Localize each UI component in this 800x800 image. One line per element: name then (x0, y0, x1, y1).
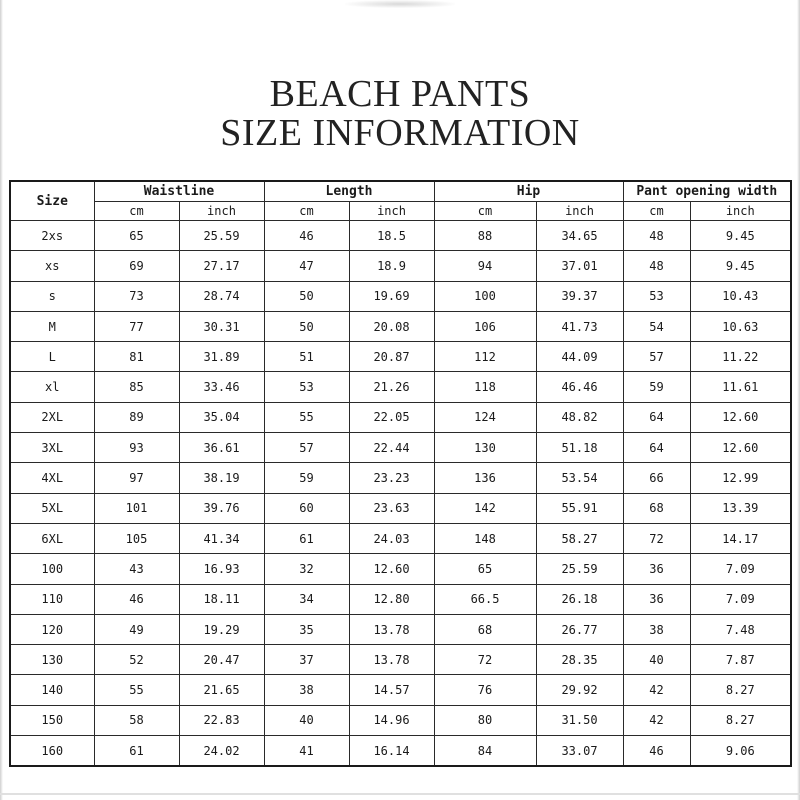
measurement-cell: 34 (264, 584, 349, 614)
measurement-cell: 38 (264, 675, 349, 705)
measurement-cell: 18.5 (349, 221, 434, 251)
measurement-cell: 16.14 (349, 736, 434, 767)
measurement-cell: 18.9 (349, 251, 434, 281)
size-cell: M (10, 311, 94, 341)
measurement-cell: 12.60 (690, 402, 791, 432)
measurement-cell: 49 (94, 614, 179, 644)
measurement-cell: 55 (94, 675, 179, 705)
measurement-cell: 24.02 (179, 736, 264, 767)
measurement-cell: 89 (94, 402, 179, 432)
table-row (10, 614, 791, 644)
measurement-cell: 85 (94, 372, 179, 402)
size-cell: 120 (10, 614, 94, 644)
measurement-cell: 16.93 (179, 554, 264, 584)
unit-header-cm: cm (94, 202, 179, 221)
measurement-cell: 44.09 (536, 342, 623, 372)
measurement-cell: 64 (623, 433, 690, 463)
measurement-cell: 77 (94, 311, 179, 341)
measurement-cell: 31.50 (536, 705, 623, 735)
measurement-cell: 40 (264, 705, 349, 735)
table-row (10, 281, 791, 311)
table-row (10, 493, 791, 523)
measurement-cell: 22.05 (349, 402, 434, 432)
measurement-cell: 14.57 (349, 675, 434, 705)
unit-header-inch: inch (179, 202, 264, 221)
measurement-cell: 46.46 (536, 372, 623, 402)
measurement-cell: 106 (434, 311, 536, 341)
measurement-cell: 27.17 (179, 251, 264, 281)
measurement-cell: 68 (434, 614, 536, 644)
measurement-cell: 66.5 (434, 584, 536, 614)
size-cell: 130 (10, 645, 94, 675)
table-row (10, 311, 791, 341)
measurement-cell: 26.18 (536, 584, 623, 614)
measurement-cell: 148 (434, 523, 536, 553)
measurement-cell: 36 (623, 584, 690, 614)
measurement-cell: 38 (623, 614, 690, 644)
measurement-cell: 84 (434, 736, 536, 767)
measurement-cell: 59 (264, 463, 349, 493)
measurement-cell: 97 (94, 463, 179, 493)
measurement-cell: 13.78 (349, 614, 434, 644)
measurement-cell: 39.37 (536, 281, 623, 311)
measurement-cell: 42 (623, 705, 690, 735)
measurement-cell: 33.46 (179, 372, 264, 402)
measurement-cell: 24.03 (349, 523, 434, 553)
measurement-cell: 20.47 (179, 645, 264, 675)
measurement-cell: 136 (434, 463, 536, 493)
table-row (10, 251, 791, 281)
measurement-cell: 22.44 (349, 433, 434, 463)
table-row (10, 221, 791, 251)
measurement-cell: 28.35 (536, 645, 623, 675)
size-cell: xl (10, 372, 94, 402)
measurement-cell: 36.61 (179, 433, 264, 463)
size-cell: 110 (10, 584, 94, 614)
table-row (10, 463, 791, 493)
measurement-cell: 14.17 (690, 523, 791, 553)
measurement-cell: 68 (623, 493, 690, 523)
measurement-cell: 40 (623, 645, 690, 675)
size-table (9, 180, 792, 767)
measurement-cell: 9.45 (690, 251, 791, 281)
measurement-cell: 76 (434, 675, 536, 705)
size-cell: 3XL (10, 433, 94, 463)
measurement-cell: 36 (623, 554, 690, 584)
table-header-row (10, 181, 791, 202)
measurement-cell: 81 (94, 342, 179, 372)
measurement-cell: 53 (623, 281, 690, 311)
measurement-cell: 64 (623, 402, 690, 432)
table-row (10, 342, 791, 372)
measurement-cell: 48 (623, 221, 690, 251)
measurement-cell: 73 (94, 281, 179, 311)
measurement-cell: 48.82 (536, 402, 623, 432)
measurement-cell: 7.87 (690, 645, 791, 675)
unit-header-cm: cm (264, 202, 349, 221)
size-cell: 2XL (10, 402, 94, 432)
measurement-cell: 21.65 (179, 675, 264, 705)
measurement-cell: 124 (434, 402, 536, 432)
measurement-cell: 7.09 (690, 554, 791, 584)
measurement-cell: 53.54 (536, 463, 623, 493)
measurement-cell: 51.18 (536, 433, 623, 463)
measurement-cell: 35.04 (179, 402, 264, 432)
table-row (10, 705, 791, 735)
measurement-cell: 58 (94, 705, 179, 735)
measurement-cell: 12.60 (690, 433, 791, 463)
measurement-cell: 19.29 (179, 614, 264, 644)
measurement-cell: 37 (264, 645, 349, 675)
measurement-cell: 22.83 (179, 705, 264, 735)
measurement-cell: 69 (94, 251, 179, 281)
size-cell: 5XL (10, 493, 94, 523)
measurement-cell: 112 (434, 342, 536, 372)
size-cell: 140 (10, 675, 94, 705)
measurement-cell: 26.77 (536, 614, 623, 644)
measurement-cell: 14.96 (349, 705, 434, 735)
measurement-cell: 12.80 (349, 584, 434, 614)
table-unit-row (10, 202, 791, 221)
measurement-cell: 10.43 (690, 281, 791, 311)
measurement-cell: 9.45 (690, 221, 791, 251)
table-body (10, 221, 791, 767)
measurement-cell: 130 (434, 433, 536, 463)
measurement-cell: 29.92 (536, 675, 623, 705)
measurement-cell: 13.39 (690, 493, 791, 523)
measurement-cell: 31.89 (179, 342, 264, 372)
size-cell: 160 (10, 736, 94, 767)
measurement-cell: 88 (434, 221, 536, 251)
measurement-cell: 23.63 (349, 493, 434, 523)
measurement-cell: 47 (264, 251, 349, 281)
size-cell: L (10, 342, 94, 372)
measurement-cell: 118 (434, 372, 536, 402)
table-row (10, 645, 791, 675)
measurement-cell: 94 (434, 251, 536, 281)
measurement-cell: 42 (623, 675, 690, 705)
table-row (10, 372, 791, 402)
measurement-cell: 35 (264, 614, 349, 644)
measurement-cell: 55 (264, 402, 349, 432)
measurement-cell: 48 (623, 251, 690, 281)
measurement-cell: 37.01 (536, 251, 623, 281)
measurement-cell: 61 (94, 736, 179, 767)
title-line-1: BEACH PANTS (269, 73, 531, 115)
measurement-cell: 46 (264, 221, 349, 251)
measurement-cell: 55.91 (536, 493, 623, 523)
measurement-cell: 39.76 (179, 493, 264, 523)
measurement-cell: 25.59 (179, 221, 264, 251)
measurement-cell: 33.07 (536, 736, 623, 767)
top-blur-decoration (345, 0, 455, 8)
measurement-cell: 57 (264, 433, 349, 463)
measurement-cell: 50 (264, 281, 349, 311)
measurement-cell: 9.06 (690, 736, 791, 767)
table-row (10, 584, 791, 614)
measurement-cell: 58.27 (536, 523, 623, 553)
measurement-cell: 28.74 (179, 281, 264, 311)
bottom-divider (0, 793, 800, 795)
measurement-cell: 66 (623, 463, 690, 493)
measurement-cell: 43 (94, 554, 179, 584)
table-row (10, 675, 791, 705)
measurement-cell: 100 (434, 281, 536, 311)
size-cell: s (10, 281, 94, 311)
size-cell: 150 (10, 705, 94, 735)
measurement-cell: 11.61 (690, 372, 791, 402)
measurement-cell: 59 (623, 372, 690, 402)
measurement-cell: 32 (264, 554, 349, 584)
measurement-cell: 101 (94, 493, 179, 523)
measurement-cell: 11.22 (690, 342, 791, 372)
waistline-header: Waistline (94, 181, 264, 202)
unit-header-cm: cm (434, 202, 536, 221)
measurement-cell: 7.09 (690, 584, 791, 614)
size-cell: 4XL (10, 463, 94, 493)
measurement-cell: 7.48 (690, 614, 791, 644)
measurement-cell: 30.31 (179, 311, 264, 341)
measurement-cell: 53 (264, 372, 349, 402)
size-cell: 2xs (10, 221, 94, 251)
measurement-cell: 93 (94, 433, 179, 463)
size-cell: xs (10, 251, 94, 281)
measurement-cell: 10.63 (690, 311, 791, 341)
unit-header-inch: inch (536, 202, 623, 221)
measurement-cell: 80 (434, 705, 536, 735)
measurement-cell: 52 (94, 645, 179, 675)
measurement-cell: 61 (264, 523, 349, 553)
hip-header: Hip (434, 181, 623, 202)
measurement-cell: 20.87 (349, 342, 434, 372)
measurement-cell: 8.27 (690, 675, 791, 705)
measurement-cell: 12.99 (690, 463, 791, 493)
measurement-cell: 41 (264, 736, 349, 767)
measurement-cell: 50 (264, 311, 349, 341)
measurement-cell: 142 (434, 493, 536, 523)
unit-header-inch: inch (690, 202, 791, 221)
measurement-cell: 25.59 (536, 554, 623, 584)
pant-opening-width-header: Pant opening width (623, 181, 791, 202)
title-line-2: SIZE INFORMATION (220, 112, 580, 154)
measurement-cell: 8.27 (690, 705, 791, 735)
measurement-cell: 41.73 (536, 311, 623, 341)
measurement-cell: 20.08 (349, 311, 434, 341)
table-row (10, 523, 791, 553)
measurement-cell: 21.26 (349, 372, 434, 402)
table-row (10, 554, 791, 584)
measurement-cell: 72 (623, 523, 690, 553)
measurement-cell: 46 (94, 584, 179, 614)
table-row (10, 402, 791, 432)
measurement-cell: 19.69 (349, 281, 434, 311)
measurement-cell: 65 (94, 221, 179, 251)
table-row (10, 433, 791, 463)
measurement-cell: 13.78 (349, 645, 434, 675)
measurement-cell: 38.19 (179, 463, 264, 493)
unit-header-inch: inch (349, 202, 434, 221)
size-cell: 100 (10, 554, 94, 584)
table-row (10, 736, 791, 767)
unit-header-cm: cm (623, 202, 690, 221)
measurement-cell: 72 (434, 645, 536, 675)
measurement-cell: 60 (264, 493, 349, 523)
measurement-cell: 57 (623, 342, 690, 372)
size-cell: 6XL (10, 523, 94, 553)
measurement-cell: 105 (94, 523, 179, 553)
measurement-cell: 34.65 (536, 221, 623, 251)
measurement-cell: 18.11 (179, 584, 264, 614)
measurement-cell: 12.60 (349, 554, 434, 584)
length-header: Length (264, 181, 434, 202)
size-column-header: Size (10, 181, 94, 221)
measurement-cell: 54 (623, 311, 690, 341)
measurement-cell: 46 (623, 736, 690, 767)
measurement-cell: 51 (264, 342, 349, 372)
measurement-cell: 65 (434, 554, 536, 584)
measurement-cell: 23.23 (349, 463, 434, 493)
measurement-cell: 41.34 (179, 523, 264, 553)
